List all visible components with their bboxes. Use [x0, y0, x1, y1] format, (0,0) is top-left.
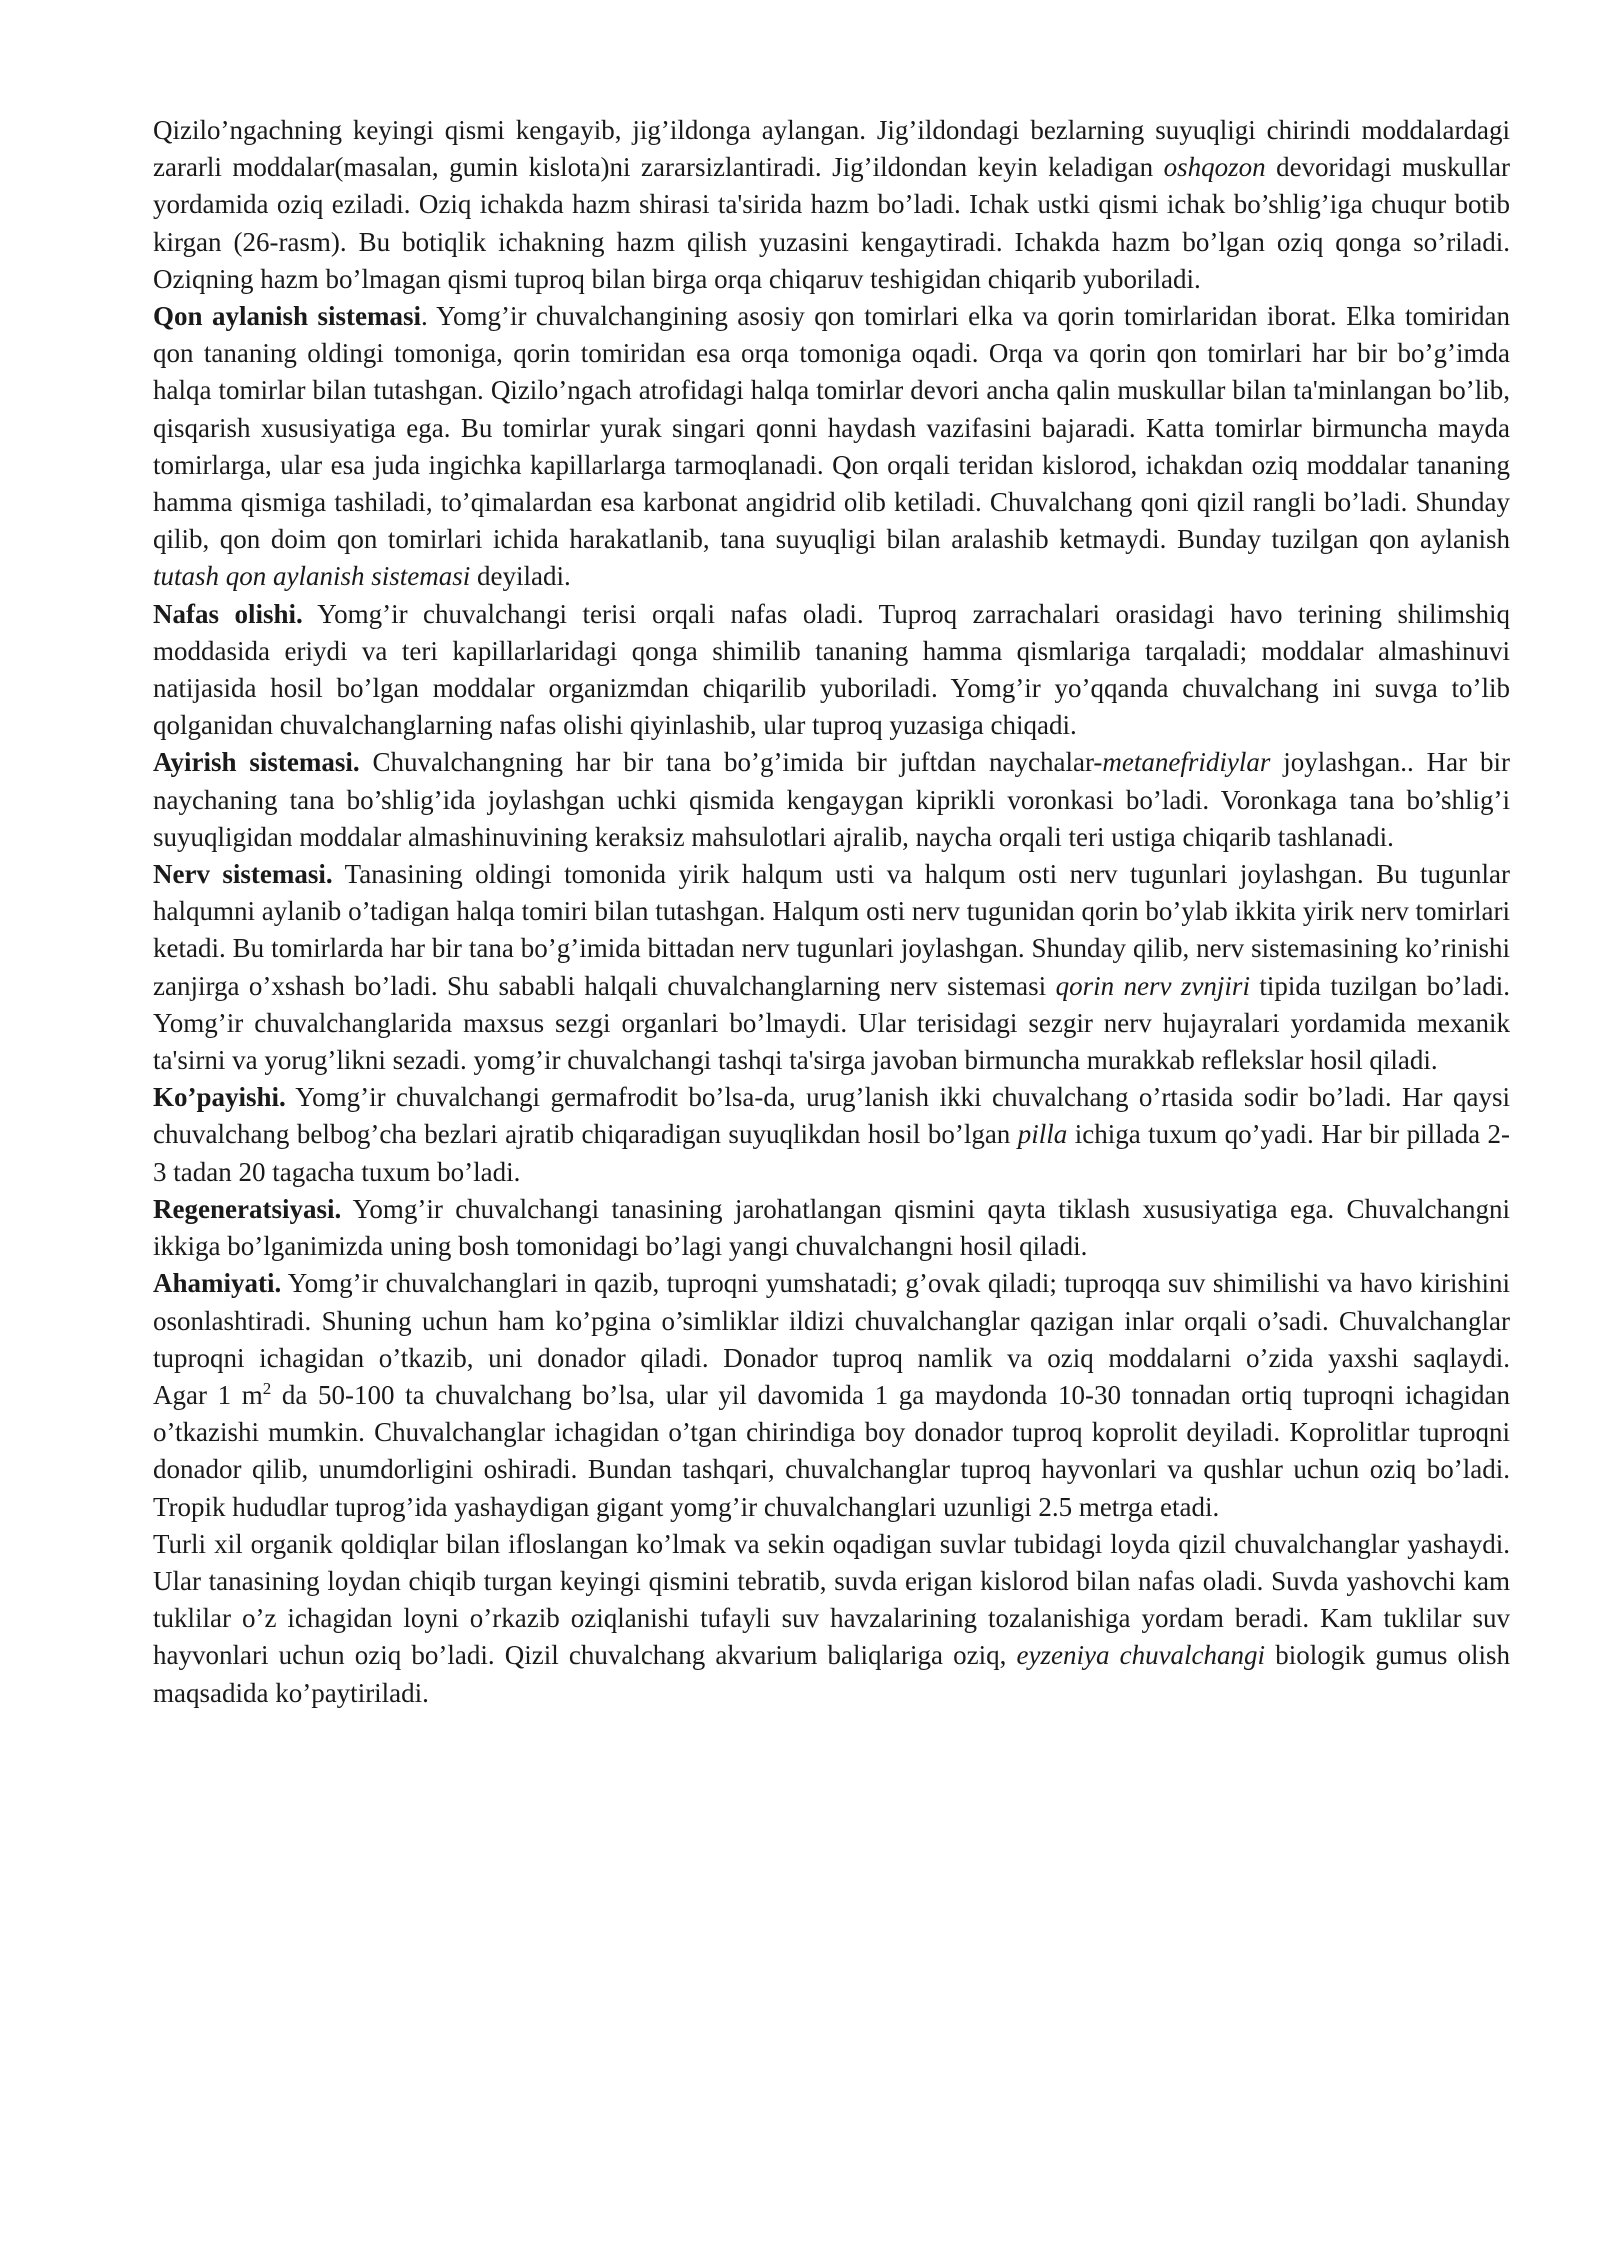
paragraph-respiration: [153, 596, 1510, 745]
superscript: 2: [262, 1378, 272, 1398]
text: Qizilo’ngachning keyingi qismi kengayib, jig’ildonga aylangan. Jig’ildondagi bezlarning suyuqligi chirindi moddalardagi zararli moddalar(masalan, gumin kislota)ni zararsizlantiradi. Jig’ildondan keyin keladigan: [153, 115, 1510, 183]
paragraph-importance: [153, 1265, 1571, 1525]
text: Tanasining oldingi tomonida yirik halqum usti va halqum osti nerv tugunlari joylashgan. Bu tugunlar halqumni aylanib o’tadigan halqa tomiri bilan tutashgan. Halqum osti nerv tugunidan qorin bo’ylab ikkita yirik nerv tomirlari ketadi. Bu tomirlarda har bir tana bo’g’imida bittadan nerv tugunlari joylashgan. Shunday qilib, nerv sistemasining ko’rinishi zanjirga o’xshash bo’ladi. Shu sababli halqali chuvalchanglarning nerv sistemasi: [153, 859, 1510, 1001]
text: da 50-100 ta chuvalchang bo’lsa, ular yil davomida 1 ga maydonda 10-30 tonnadan ortiq tuproqni ichagidan o’tkazishi mumkin. Chuvalchanglar ichagidan o’tgan chirindiga boy donador tuproq koprolit deyiladi. Koprolitlar tuproqni donador qilib, unumdorligini oshiradi. Bundan tashqari, chuvalchanglar tuproq hayvonlari va qushlar uchun oziq bo’ladi. Tropik hududlar tuprog’ida yashaydigan gigant yomg’ir chuvalchanglari uzunligi 2.5 metrga etadi.: [153, 1379, 1510, 1522]
text: tipida tuzilgan bo’ladi. Yomg’ir chuvalchanglarida maxsus sezgi organlari bo’lmaydi. Ular terisidagi sezgir nerv hujayralari yordamida mexanik ta'sirni va yorug’likni sezadi. yomg’ir chuvalchangi tashqi ta'sirga javoban birmuncha murakkab reflekslar hosil qiladi.: [153, 970, 1510, 1076]
text: Yomg’ir chuvalchangi tanasining jarohatlangan qismini qayta tiklash xususiyatiga ega. Chuvalchangni ikkiga bo’lganimizda uning bosh tomonidagi bo’lagi yangi chuvalchangni hosil qiladi.: [153, 1193, 1510, 1262]
paragraph-digestion: [153, 112, 1510, 298]
paragraph-excretion: [153, 744, 1510, 856]
italic-term: metanefridiylar: [1102, 747, 1271, 778]
text: Yomg’ir chuvalchangi terisi orqali nafas oladi. Tuproq zarrachalari orasidagi havo terining shilimshiq moddasida eriydi va teri kapillarlaridagi qonga shimilib tananing hamma qismlariga tarqaladi; moddalar almashinuvi natijasida hosil bo’lgan moddalar organizmdan chiqarilib yuboriladi. Yomg’ir yo’qqanda chuvalchang ini suvga to’lib qolganidan chuvalchanglarning nafas olishi qiyinlashib, ular tuproq yuzasiga chiqadi.: [153, 598, 1510, 741]
document-page: [153, 112, 1571, 1712]
section-heading: Regeneratsiyasi.: [153, 1193, 342, 1224]
italic-term: oshqozon: [1163, 152, 1266, 183]
text: Yomg’ir chuvalchangi germafrodit bo’lsa-da, urug’lanish ikki chuvalchang o’rtasida sodir bo’ladi. Har qaysi chuvalchang belbog’cha bezlari ajratib chiqaradigan suyuqlikdan hosil bo’lgan: [153, 1082, 1510, 1150]
section-heading: Ayirish sistemasi.: [153, 747, 360, 778]
text: ichiga tuxum qo’yadi. Har bir pillada 2-3 tadan 20 tagacha tuxum bo’ladi.: [153, 1119, 1510, 1187]
italic-term: tutash qon aylanish sistemasi: [153, 561, 471, 592]
section-heading: Nerv sistemasi.: [153, 859, 333, 890]
section-heading: Ahamiyati.: [153, 1268, 282, 1299]
italic-term: eyzeniya chuvalchangi: [1016, 1640, 1266, 1671]
section-heading: Ko’payishi.: [153, 1082, 286, 1113]
text: joylashgan.. Har bir naychaning tana bo’shlig’ida joylashgan uchki qismida kengaygan kiprikli voronkasi bo’ladi. Voronkaga tana bo’shlig’i suyuqligidan moddalar almashinuvining keraksiz mahsulotlari ajralib, naycha orqali teri ustiga chiqarib tashlanadi.: [153, 747, 1510, 852]
text: biologik gumus olish maqsadida ko’paytiriladi.: [153, 1640, 1510, 1708]
paragraph-reproduction: [153, 1079, 1510, 1191]
paragraph-nervous-system: [153, 856, 1510, 1079]
section-heading: Qon aylanish sistemasi: [153, 301, 421, 332]
italic-term: qorin nerv zvnjiri: [1055, 970, 1250, 1001]
text: Chuvalchangning har bir tana bo’g’imida bir juftdan naychalar-: [359, 747, 1103, 778]
text: devoridagi muskullar yordamida oziq eziladi. Oziq ichakda hazm shirasi ta'sirida hazm bo’ladi. Ichak ustki qismi ichak bo’shlig’iga chuqur botib kirgan (26-rasm). Bu botiqlik ichakning hazm qilish yuzasini kengaytiradi. Ichakda hazm bo’lgan oziq qonga so’riladi. Oziqning hazm bo’lmagan qismi tuproq bilan birga orqa chiqaruv teshigidan chiqarib yuboriladi.: [153, 152, 1510, 294]
text: Turli xil organik qoldiqlar bilan ifloslangan ko’lmak va sekin oqadigan suvlar tubidagi loyda qizil chuvalchanglar yashaydi. Ular tanasining loydan chiqib turgan keyingi qismini tebratib, suvda erigan kislorod bilan nafas oladi. Suvda yashovchi kam tuklilar o’z ichagidan loyni o’rkazib oziqlanishi tufayli suv havzalarining tozalanishiga yordam beradi. Kam tuklilar suv hayvonlari uchun oziq bo’ladi. Qizil chuvalchang akvarium baliqlariga oziq,: [153, 1528, 1510, 1671]
text: Yomg’ir chuvalchanglari in qazib, tuproqni yumshatadi; g’ovak qiladi; tuproqqa suv shimilishi va havo kirishini osonlashtiradi. Shuning uchun ham ko’pgina o’simliklar ildizi chuvalchanglar qazigan inlar orqali o’sadi. Chuvalchanglar tuproqni ichagidan o’tkazib, uni donador qiladi. Donador tuproq namlik va oziq moddalarni o’zida yaxshi saqlaydi. Agar 1 m: [153, 1268, 1571, 1410]
section-heading: Nafas olishi.: [153, 598, 303, 629]
paragraph-regeneration: [153, 1191, 1510, 1265]
text: . Yomg’ir chuvalchangining asosiy qon tomirlari elka va qorin tomirlaridan iborat. Elka tomiridan qon tananing oldingi tomoniga, qorin tomiridan esa orqa tomoniga oqadi. Orqa va qorin qon tomirlari har bir bo’g’imda halqa tomirlar bilan tutashgan. Qizilo’ngach atrofidagi halqa tomirlar devori ancha qalin muskullar bilan ta'minlangan bo’lib, qisqarish xususiyatiga ega. Bu tomirlar yurak singari qonni haydash vazifasini bajaradi. Katta tomirlar birmuncha mayda tomirlarga, ular esa juda ingichka kapillarlarga tarmoqlanadi. Qon orqali teridan kislorod, ichakdan oziq moddalar tananing hamma qismiga tashiladi, to’qimalardan esa karbonat angidrid olib ketiladi. Chuvalchang qoni qizil rangli bo’ladi. Shunday qilib, qon doim qon tomirlari ichida harakatlanib, tana suyuqligi bilan aralashib ketmaydi. Bunday tuzilgan qon aylanish: [153, 301, 1510, 555]
paragraph-circulation: [153, 298, 1510, 596]
italic-term: pilla: [1017, 1119, 1068, 1150]
paragraph-red-worms: [153, 1526, 1510, 1712]
text: deyiladi.: [470, 561, 571, 592]
